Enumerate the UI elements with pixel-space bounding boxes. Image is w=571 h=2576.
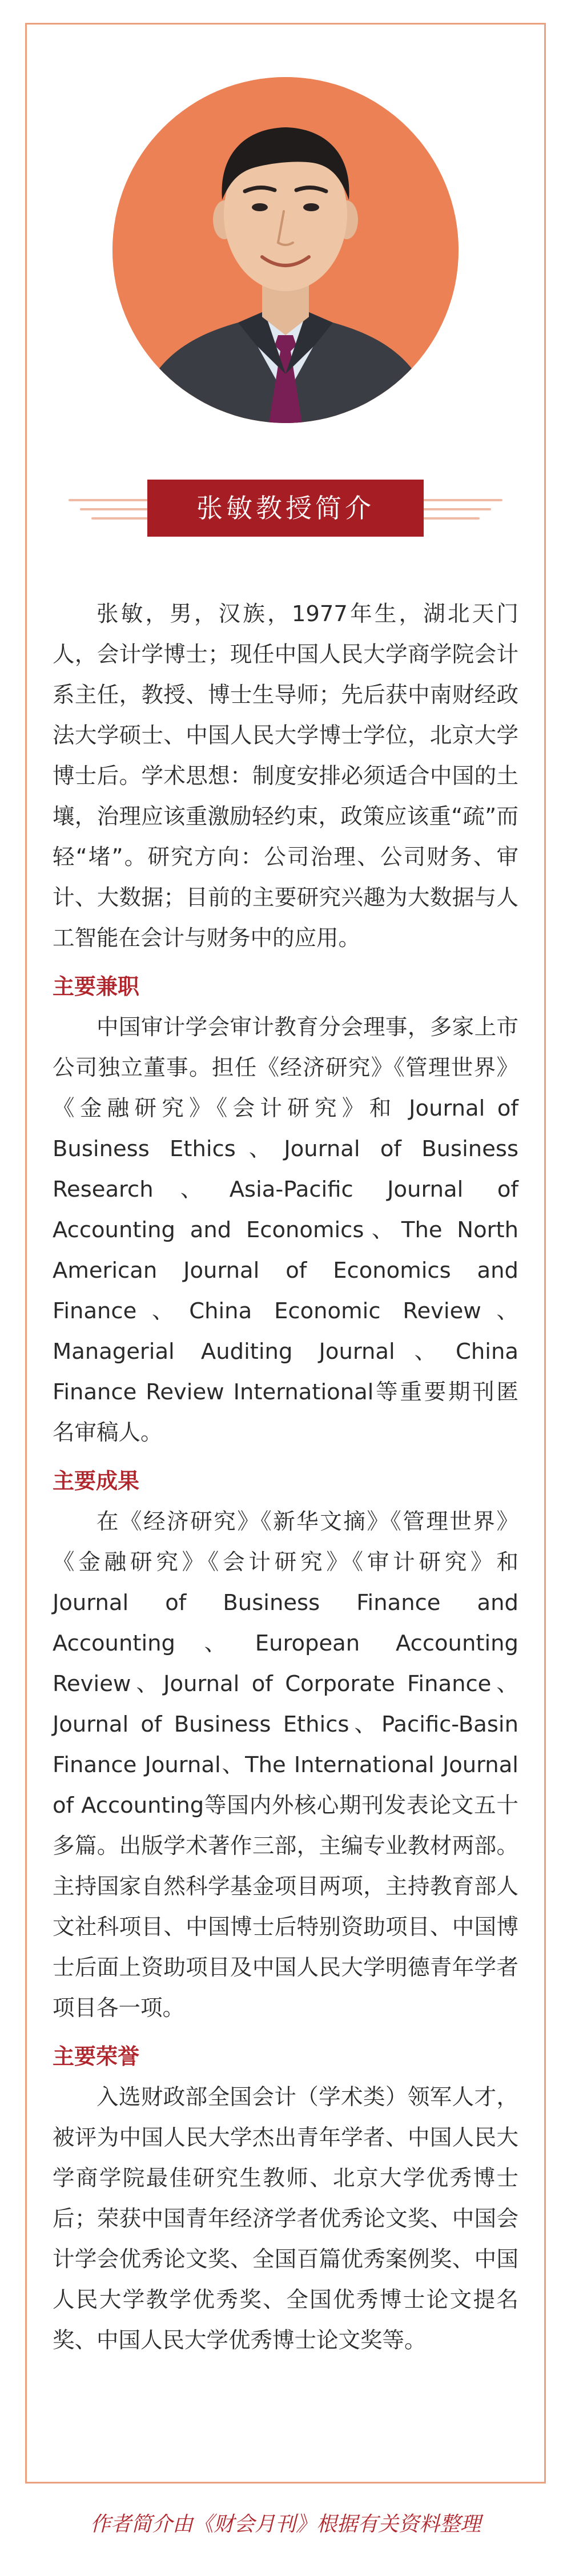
stripe-right-3 [423,517,480,520]
section-heading-honors: 主要荣誉 [53,2044,140,2069]
stripe-left-1 [69,499,148,501]
section-text-honors: 入选财政部全国会计（学术类）领军人才，被评为中国人民大学杰出青年学者、中国人民大学商学院最佳研究生教师、北京大学优秀博士后；荣获中国青年经济学者优秀论文奖、中国会计学会优秀论文奖、全国百篇优秀案例奖、中国人民大学教学优秀奖、全国优秀博士论文提名奖、中国人民大学优秀博士论文奖等。 [53,2084,518,2353]
stripe-left-3 [91,517,148,520]
section-text-achievements: 在《经济研究》《新华文摘》《管理世界》《金融研究》《会计研究》《审计研究》和 Journal of Business Finance and Accounting、European Accounting Review、Journal of Corporate Finance、Journal of Business Ethics、Pacific-Basin Finance Journal、The International Journal of Accounting等国内外核心期刊发表论文五十多篇。出版学术著作三部，主编专业教材两部。主持国家自然科学基金项目两项，主持教育部人文社科项目、中国博士后特别资助项目、中国博士后面上资助项目及中国人民大学明德青年学者项目各一项。 [53,1509,518,2021]
portrait-photo [112,77,459,423]
stripe-right-2 [423,508,491,510]
stripe-left-2 [80,508,148,510]
portrait-illustration [112,77,459,423]
section-heading-positions: 主要兼职 [53,974,140,999]
profile-content [53,594,518,2361]
page-title: 张敏教授简介 [147,480,424,537]
intro-paragraph: 张敏，男，汉族，1977年生，湖北天门人，会计学博士；现任中国人民大学商学院会计系主任，教授、博士生导师；先后获中南财经政法大学硕士、中国人民大学博士学位，北京大学博士后。学术思想：制度安排必须适合中国的土壤，治理应该重激励轻约束，政策应该重“疏”而轻“堵”。研究方向：公司治理、公司财务、审计、大数据；目前的主要研究兴趣为大数据与人工智能在会计与财务中的应用。 [53,601,518,951]
section-heading-achievements: 主要成果 [53,1468,140,1494]
stripe-right-1 [423,499,502,501]
footer-note: 作者简介由《财会月刊》根据有关资料整理 [90,2513,481,2536]
section-text-positions: 中国审计学会审计教育分会理事，多家上市公司独立董事。担任《经济研究》《管理世界》《金融研究》《会计研究》和 Journal of Business Ethics、Journal of Business Research、Asia-Pacific Journal of Accounting and Economics、The North American Journal of Economics and Finance、China Economic Review、Managerial Auditing Journal、China Finance Review International等重要期刊匿名审稿人。 [53,1015,518,1446]
title-banner [0,480,571,537]
